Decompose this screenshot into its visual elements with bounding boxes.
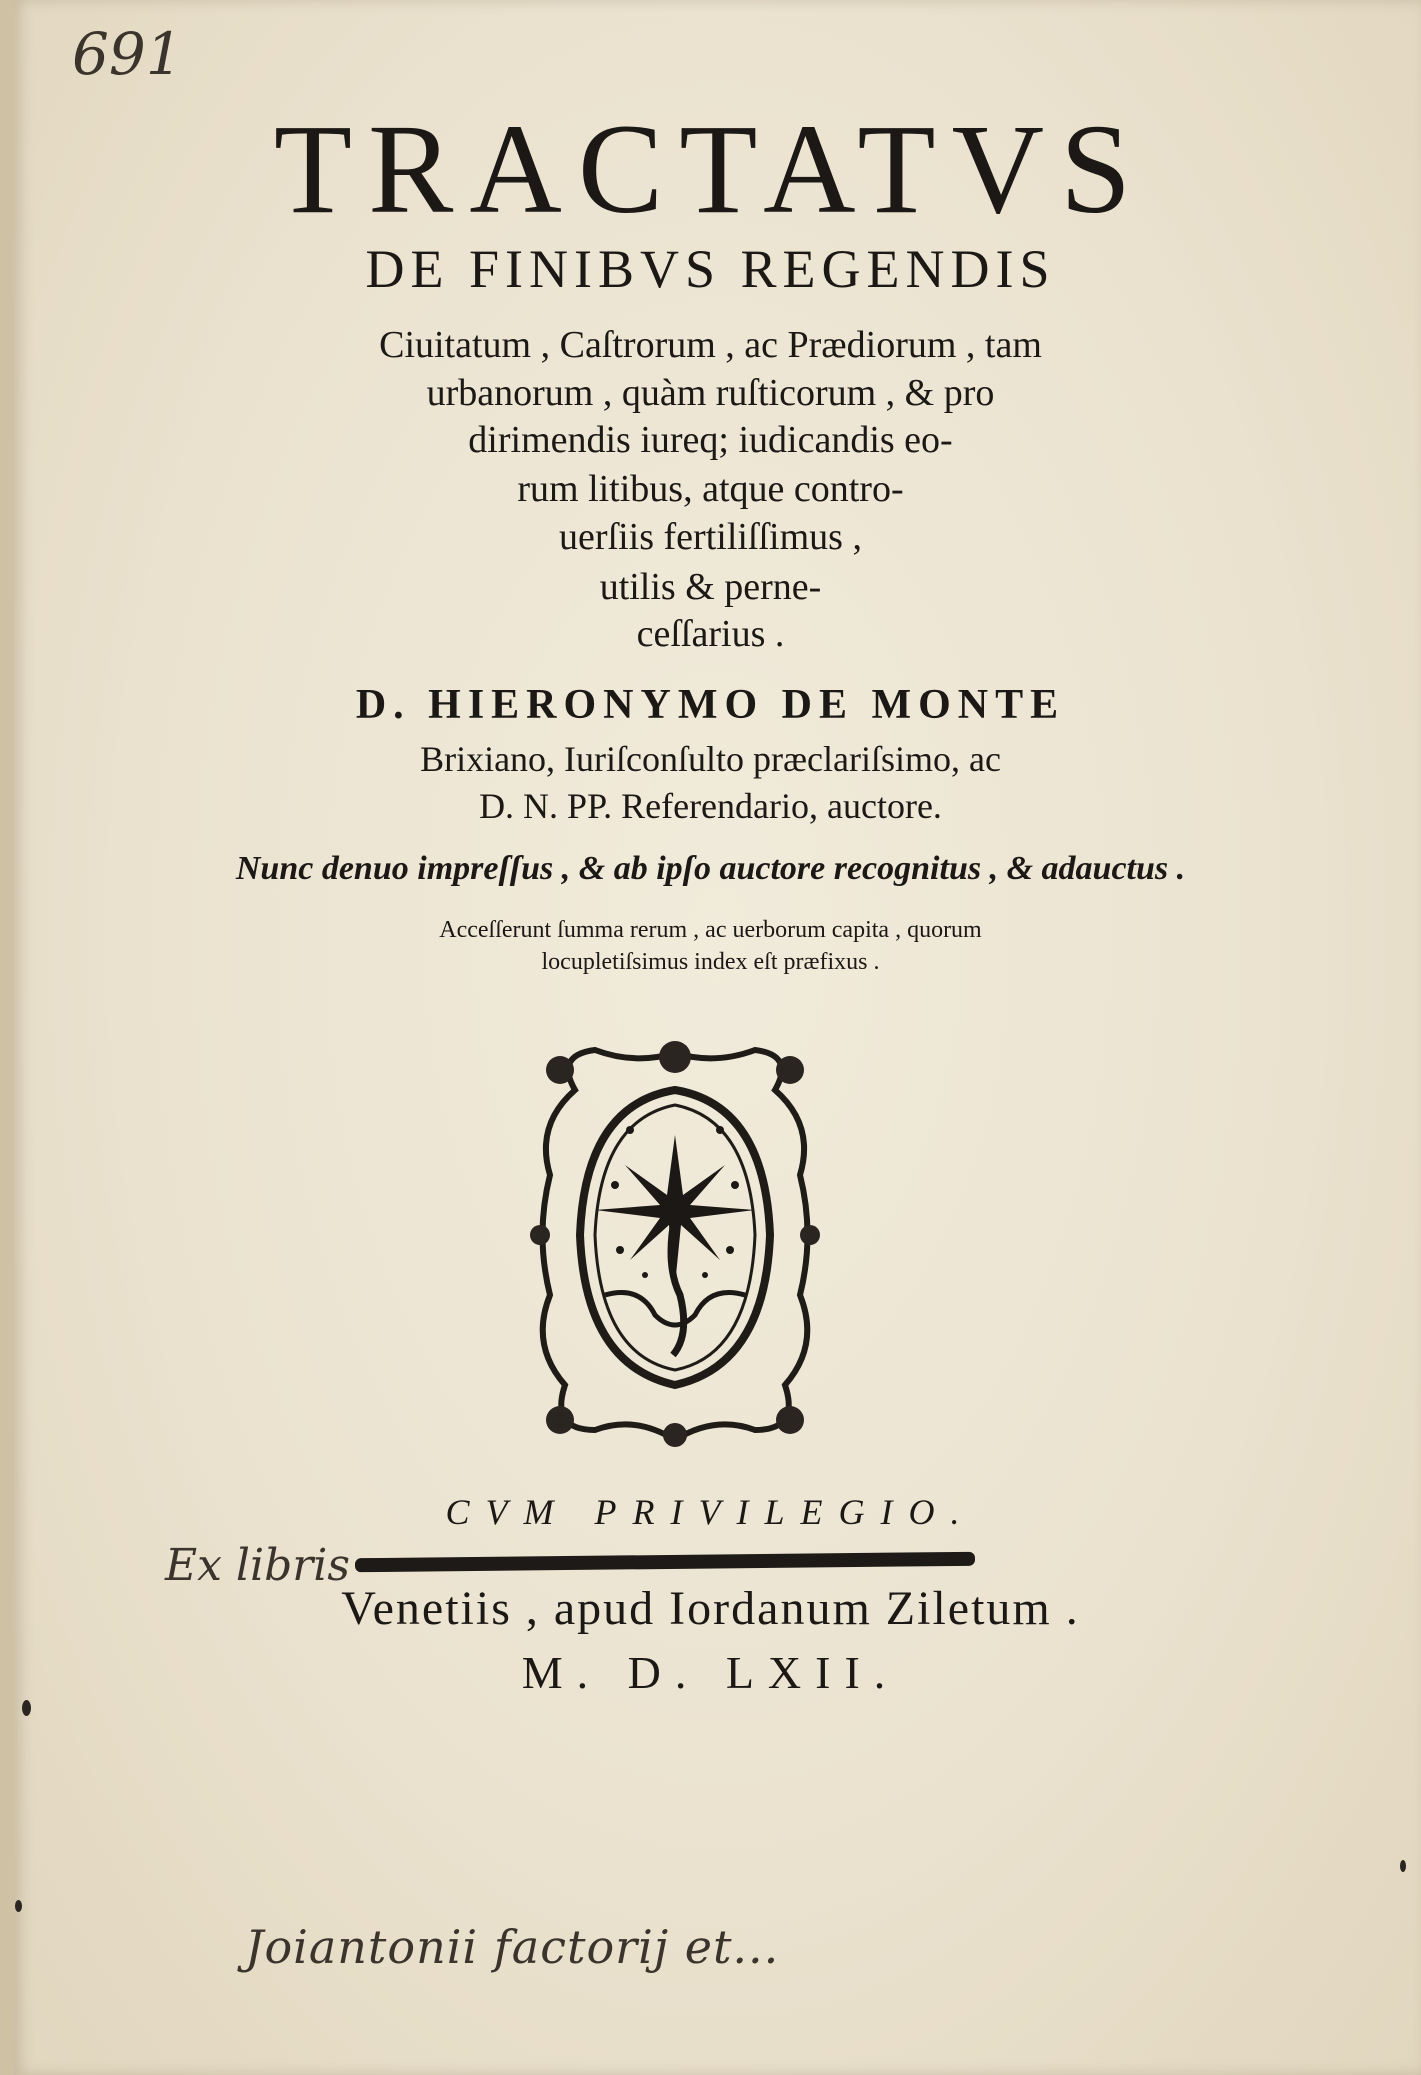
body-line-5: uerſiis fertiliſſimus ,	[559, 516, 862, 558]
manuscript-number: 691	[72, 20, 183, 88]
left-margin-shadow	[0, 0, 14, 2075]
book-title: TRACTATVS	[273, 98, 1148, 240]
body-line-4: rum litibus, atque contro-	[517, 468, 904, 510]
addition-line-2: locupletiſsimus index eſt præfixus .	[541, 949, 880, 975]
publication-date: M. D. LXII.	[521, 1647, 900, 1698]
ink-spot	[15, 1900, 22, 1912]
body-line-3: dirimendis iureq; iudicandis eo-	[468, 419, 953, 461]
author-line-2: Brixiano, Iuriſconſulto præclariſsimo, ac	[420, 739, 1001, 779]
body-line-2: urbanorum , quàm ruſticorum , & pro	[426, 372, 995, 414]
ink-spot	[22, 1700, 31, 1716]
edition-note: Nunc denuo impreſſus , & ab ipſo auctore recognitus , & adauctus .	[235, 850, 1186, 887]
addition-line-1: Acceſſerunt ſumma rerum , ac uerborum capita , quorum	[439, 917, 982, 943]
imprint: Venetiis , apud Iordanum Ziletum .	[341, 1582, 1080, 1635]
ink-spot	[1400, 1860, 1406, 1872]
body-line-1: Ciuitatum , Caſtrorum , ac Prædiorum , tam	[379, 324, 1042, 366]
author-line: D. HIERONYMO DE MONTE	[355, 682, 1066, 728]
signature: Joiantonii factorij et...	[245, 1920, 780, 1974]
privilege-line: CVM PRIVILEGIO.	[445, 1492, 976, 1532]
body-line-6: utilis & perne-	[599, 566, 822, 608]
author-line-3: D. N. PP. Referendario, auctore.	[479, 786, 942, 826]
printers-device-star-icon	[515, 1035, 835, 1455]
body-line-7: ceſſarius .	[636, 613, 785, 655]
ownership-note: Ex libris	[165, 1540, 350, 1591]
book-subtitle: DE FINIBVS REGENDIS	[365, 239, 1056, 299]
